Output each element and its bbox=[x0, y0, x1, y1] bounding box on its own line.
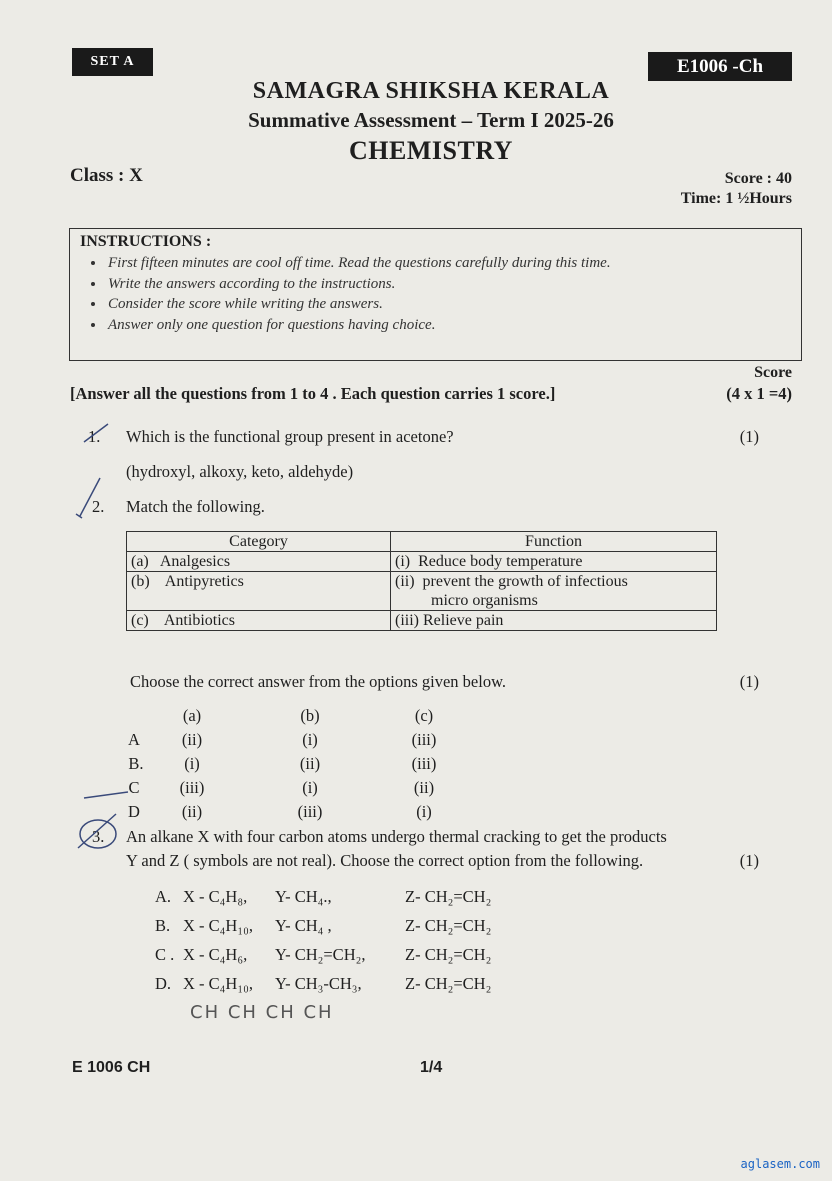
chem-option-z: Z- CH₂=CH₂ bbox=[405, 945, 492, 964]
total-score: Score : 40 bbox=[724, 170, 792, 187]
instructions-box bbox=[69, 228, 802, 361]
chem-option-label: D. bbox=[155, 974, 172, 993]
chem-option-row bbox=[155, 887, 575, 913]
pen-marks bbox=[70, 410, 140, 850]
chem-option-z: Z- CH₂=CH₂ bbox=[405, 887, 492, 906]
instruction-item: • Write the answers according to the instructions. bbox=[106, 274, 611, 295]
option-a: (i) bbox=[184, 754, 200, 773]
option-label: B. bbox=[128, 754, 144, 773]
q2-score: (1) bbox=[739, 672, 759, 691]
function-text: (ii) prevent the growth of infectious bbox=[395, 573, 628, 590]
class-label: Class : X bbox=[70, 165, 143, 186]
chem-option-y: Y- CH₃-CH₃, bbox=[275, 974, 362, 993]
option-row bbox=[126, 754, 456, 778]
q2-choose-text: Choose the correct answer from the options given below. bbox=[130, 672, 507, 691]
option-header: (c) bbox=[414, 706, 434, 725]
option-b: (ii) bbox=[299, 754, 321, 773]
instruction-item: • Answer only one question for questions having choice. bbox=[106, 315, 611, 336]
chem-option-y: Y- CH₂=CH₂, bbox=[275, 945, 366, 964]
chem-option-x: X - C₄H₁₀, bbox=[183, 916, 253, 935]
option-a: (ii) bbox=[181, 730, 203, 749]
set-label: SET A bbox=[72, 48, 153, 76]
footer-code: E 1006 CH bbox=[72, 1059, 151, 1076]
function-cell: (iii) Relieve pain bbox=[391, 611, 717, 631]
option-c: (iii) bbox=[411, 730, 437, 749]
q3-number: 3. bbox=[92, 827, 105, 846]
page-number: 1/4 bbox=[420, 1059, 443, 1076]
option-row bbox=[126, 802, 456, 826]
option-c: (iii) bbox=[411, 754, 437, 773]
chem-option-x: X - C₄H₆, bbox=[183, 945, 248, 964]
option-row bbox=[126, 730, 456, 754]
option-header-row bbox=[126, 706, 456, 730]
option-row bbox=[126, 778, 456, 802]
chem-option-z: Z- CH₂=CH₂ bbox=[405, 916, 492, 935]
option-b: (iii) bbox=[297, 802, 323, 821]
handwritten-note: CH CH CH CH bbox=[190, 1002, 334, 1023]
option-a: (ii) bbox=[181, 802, 203, 821]
q1-options: (hydroxyl, alkoxy, keto, aldehyde) bbox=[126, 462, 354, 481]
q2-text: Match the following. bbox=[126, 497, 265, 516]
q2-number: 2. bbox=[92, 497, 105, 516]
option-label: C bbox=[128, 778, 140, 797]
function-cell: (i) Reduce body temperature bbox=[391, 552, 717, 572]
chem-option-x: X - C₄H₁₀, bbox=[183, 974, 253, 993]
table-row bbox=[127, 611, 717, 631]
category-cell: (a) Analgesics bbox=[127, 552, 391, 572]
q3-line1: An alkane X with four carbon atoms undergo thermal cracking to get the products bbox=[126, 827, 667, 846]
chem-option-label: C . bbox=[155, 945, 175, 964]
q3-score: (1) bbox=[739, 851, 759, 870]
watermark: aglasem.com bbox=[740, 1157, 820, 1171]
instructions-title: INSTRUCTIONS : bbox=[80, 233, 212, 250]
q1-number: 1. bbox=[88, 427, 101, 446]
chem-option-label: B. bbox=[155, 916, 171, 935]
chem-option-label: A. bbox=[155, 887, 172, 906]
board-title: SAMAGRA SHIKSHA KERALA bbox=[252, 78, 610, 104]
function-text-continued: micro organisms bbox=[431, 592, 538, 609]
q1-text: Which is the functional group present in acetone? bbox=[126, 427, 454, 446]
option-label: D bbox=[128, 802, 140, 821]
q1-score: (1) bbox=[739, 427, 759, 446]
category-cell: (b) Antipyretics bbox=[127, 572, 391, 611]
time-allowed: Time: 1 ½Hours bbox=[680, 190, 792, 207]
chem-option-y: Y- CH₄ , bbox=[275, 916, 332, 935]
subject-title: CHEMISTRY bbox=[349, 136, 513, 165]
option-c: (i) bbox=[416, 802, 432, 821]
chem-option-row bbox=[155, 945, 575, 971]
chem-option-x: X - C₄H₈, bbox=[183, 887, 248, 906]
table-header-category: Category bbox=[127, 532, 391, 552]
table-row bbox=[127, 552, 717, 572]
category-cell: (c) Antibiotics bbox=[127, 611, 391, 631]
paper-code: E1006 -Ch bbox=[648, 52, 792, 81]
q3-line2: Y and Z ( symbols are not real). Choose the correct option from the following. bbox=[126, 851, 644, 870]
section-heading: [Answer all the questions from 1 to 4 . Each question carries 1 score.] bbox=[70, 384, 556, 403]
function-cell bbox=[391, 572, 717, 611]
section-marks: (4 x 1 =4) bbox=[726, 384, 792, 403]
table-header-function: Function bbox=[391, 532, 717, 552]
option-header: (a) bbox=[182, 706, 202, 725]
chem-option-row bbox=[155, 916, 575, 942]
option-a: (iii) bbox=[179, 778, 205, 797]
chem-option-row bbox=[155, 974, 575, 1000]
chem-option-y: Y- CH₄., bbox=[275, 887, 332, 906]
instruction-item: • First fifteen minutes are cool off time. Read the questions carefully during this time. bbox=[106, 253, 611, 274]
match-table bbox=[126, 531, 717, 631]
option-b: (i) bbox=[302, 730, 318, 749]
exam-title: Summative Assessment – Term I 2025-26 bbox=[248, 108, 614, 132]
chem-option-z: Z- CH₂=CH₂ bbox=[405, 974, 492, 993]
table-row bbox=[127, 572, 717, 611]
option-c: (ii) bbox=[413, 778, 435, 797]
score-column-label: Score bbox=[754, 364, 792, 381]
option-label: A bbox=[128, 730, 140, 749]
instructions-list bbox=[106, 253, 611, 335]
option-header: (b) bbox=[300, 706, 320, 725]
option-b: (i) bbox=[302, 778, 318, 797]
instruction-item: • Consider the score while writing the answers. bbox=[106, 294, 611, 315]
